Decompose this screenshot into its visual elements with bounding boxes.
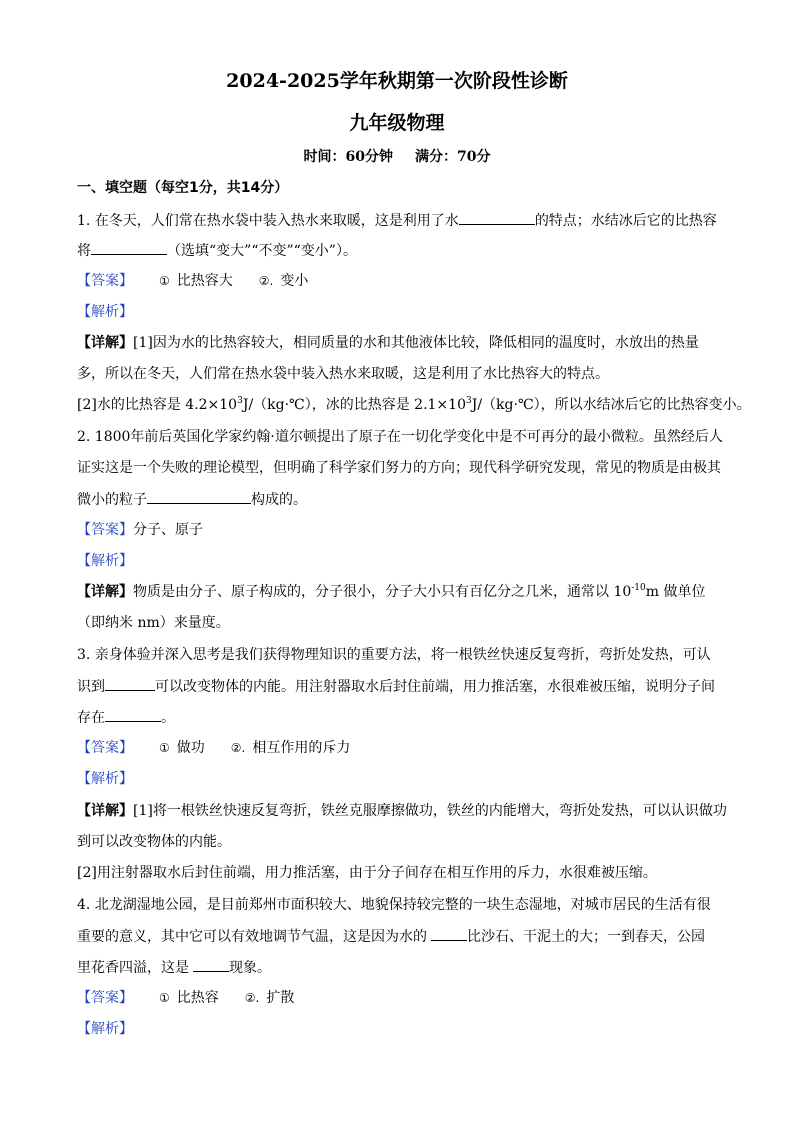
q4-answer-2 [245,988,295,1008]
answer-label: 【答案】 [77,522,133,538]
q1-detail-2: 多，所以在冬天，人们常在热水袋中装入热水来取暖，这是利用了水比热容大的特点。 [77,366,609,382]
q1-answer-2 [259,271,309,291]
q4-blank-1 [431,926,467,941]
q2-line-3 [77,489,307,510]
q3-answer-2 [231,738,351,758]
q1-detail-3b: J/（kg·℃），冰的比热容是 2.1×10 [242,397,466,413]
exam-time: 时间：60分钟 [303,149,393,165]
q1-detail-text-1: [1]因为水的比热容较大，相同质量的水和其他液体比较，降低相同的温度时，水放出的热量 [133,335,699,351]
document-title: 2024-2025学年秋期第一次阶段性诊断 [226,70,568,92]
q1-detail-3 [77,395,751,415]
document-subtitle: 九年级物理 [349,112,445,134]
q3-blank-2 [105,707,161,722]
analysis-label: 【解析】 [77,771,133,787]
answer-text: 比热容 [176,990,219,1006]
answer-num: ②. [258,274,274,288]
section-heading: 一、填空题（每空1分，共14分） [77,180,289,196]
q1-text-1a: 1. 在冬天，人们常在热水袋中装入热水来取暖，这是利用了水 [77,213,459,229]
q2-line-1: 2. 1800年前后英国化学家约翰·道尔顿提出了原子在一切化学变化中是不可再分的最小微粒。虽然经后人 [77,429,723,445]
q3-detail-text-1: [1]将一根铁丝快速反复弯折，铁丝克服摩擦做功，铁丝的内能增大，弯折处发热，可以认识做功 [133,803,727,819]
analysis-label: 【解析】 [77,304,133,320]
q1-blank-1 [459,210,535,225]
q3-blank-1 [105,676,155,691]
q2-answer [77,520,203,540]
detail-label: 【详解】 [77,803,133,819]
q2-blank-1 [147,489,251,504]
q1-text-2a: 将 [77,243,91,259]
q1-detail-1 [77,333,699,353]
answer-text: 扩散 [266,990,295,1006]
q3-detail-2: 到可以改变物体的内能。 [77,834,231,850]
q4-answer [77,988,294,1008]
q2-text-3b: 构成的。 [251,492,307,508]
q4-line-2 [77,926,705,947]
answer-num: ① [159,741,170,755]
answer-label: 【答案】 [77,273,133,289]
exam-score: 满分：70分 [415,149,491,165]
q3-text-2b: 可以改变物体的内能。用注射器取水后封住前端，用力推活塞，水很难被压缩，说明分子间 [155,679,715,695]
q3-answer [77,738,350,758]
answer-label: 【答案】 [77,740,133,756]
q3-text-3a: 存在 [77,710,105,726]
q2-detail-1 [77,582,706,602]
q3-answer-1 [159,738,205,758]
q4-blank-2 [193,957,229,972]
q2-text-3a: 微小的粒子 [77,492,147,508]
exponent: 3 [465,396,472,406]
q2-detail-1b: m 做单位 [645,584,706,600]
q4-text-3a: 里花香四溢，这是 [77,960,189,976]
q4-answer-1 [159,988,219,1008]
q4-analysis [77,1019,133,1039]
q4-line-1: 4. 北龙湖湿地公园，是目前郑州市面积较大、地貌保持较完整的一块生态湿地，对城市居民的生活有很 [77,897,711,913]
q3-detail-1 [77,801,727,821]
answer-num: ① [159,991,170,1005]
answer-text: 变小 [280,273,309,289]
q4-line-3 [77,957,271,978]
q4-text-2a: 重要的意义，其中它可以有效地调节气温，这是因为水的 [77,929,427,945]
answer-text: 比热容大 [176,273,233,289]
q1-text-2b: （选填“变大”“不变”“变小”）。 [167,243,357,259]
answer-num: ②. [230,741,246,755]
q3-text-2a: 识到 [77,679,105,695]
q3-line-3 [77,707,175,728]
q2-line-2: 证实这是一个失败的理论模型，但明确了科学家们努力的方向；现代科学研究发现，常见的物质是由极其 [77,460,721,476]
q1-text-1b: 的特点；水结冰后它的比热容 [534,213,717,229]
q1-detail-3a: [2]水的比热容是 4.2×10 [77,397,238,413]
q1-answer [77,271,308,291]
exponent: 3 [237,396,243,406]
answer-num: ②. [244,991,260,1005]
exam-info [0,146,794,166]
exponent: -10 [631,583,646,593]
answer-num: ① [159,274,170,288]
analysis-label: 【解析】 [77,553,133,569]
q1-blank-2 [91,240,167,255]
answer-text: 做功 [176,740,205,756]
q2-detail-1a: 物质是由分子、原子构成的，分子很小，分子大小只有百亿分之几米，通常以 10 [133,584,632,600]
q2-detail-2: （即纳米 nm）来量度。 [77,615,230,631]
q3-detail-3: [2]用注射器取水后封住前端，用力推活塞，由于分子间存在相互作用的斥力，水很难被压缩。 [77,865,657,881]
q1-analysis [77,302,133,322]
q3-line-1: 3. 亲身体验并深入思考是我们获得物理知识的重要方法，将一根铁丝快速反复弯折，弯折处发热，可认 [77,647,711,663]
detail-label: 【详解】 [77,584,133,600]
answer-label: 【答案】 [77,990,133,1006]
q2-answer-text: 分子、原子 [133,522,203,538]
q1-answer-1 [159,271,233,291]
answer-text: 相互作用的斥力 [252,740,351,756]
q3-line-2 [77,676,715,697]
q1-detail-3c: J/（kg·℃），所以水结冰后它的比热容变小。 [471,397,751,413]
q2-analysis [77,551,133,571]
q3-analysis [77,769,133,789]
q1-line-2 [77,240,357,261]
q3-text-3b: 。 [161,710,175,726]
q1-line-1 [77,210,717,231]
q4-text-3b: 现象。 [229,960,271,976]
analysis-label: 【解析】 [77,1021,133,1037]
detail-label: 【详解】 [77,335,133,351]
q4-text-2b: 比沙石、干泥土的大；一到春天，公园 [467,929,705,945]
